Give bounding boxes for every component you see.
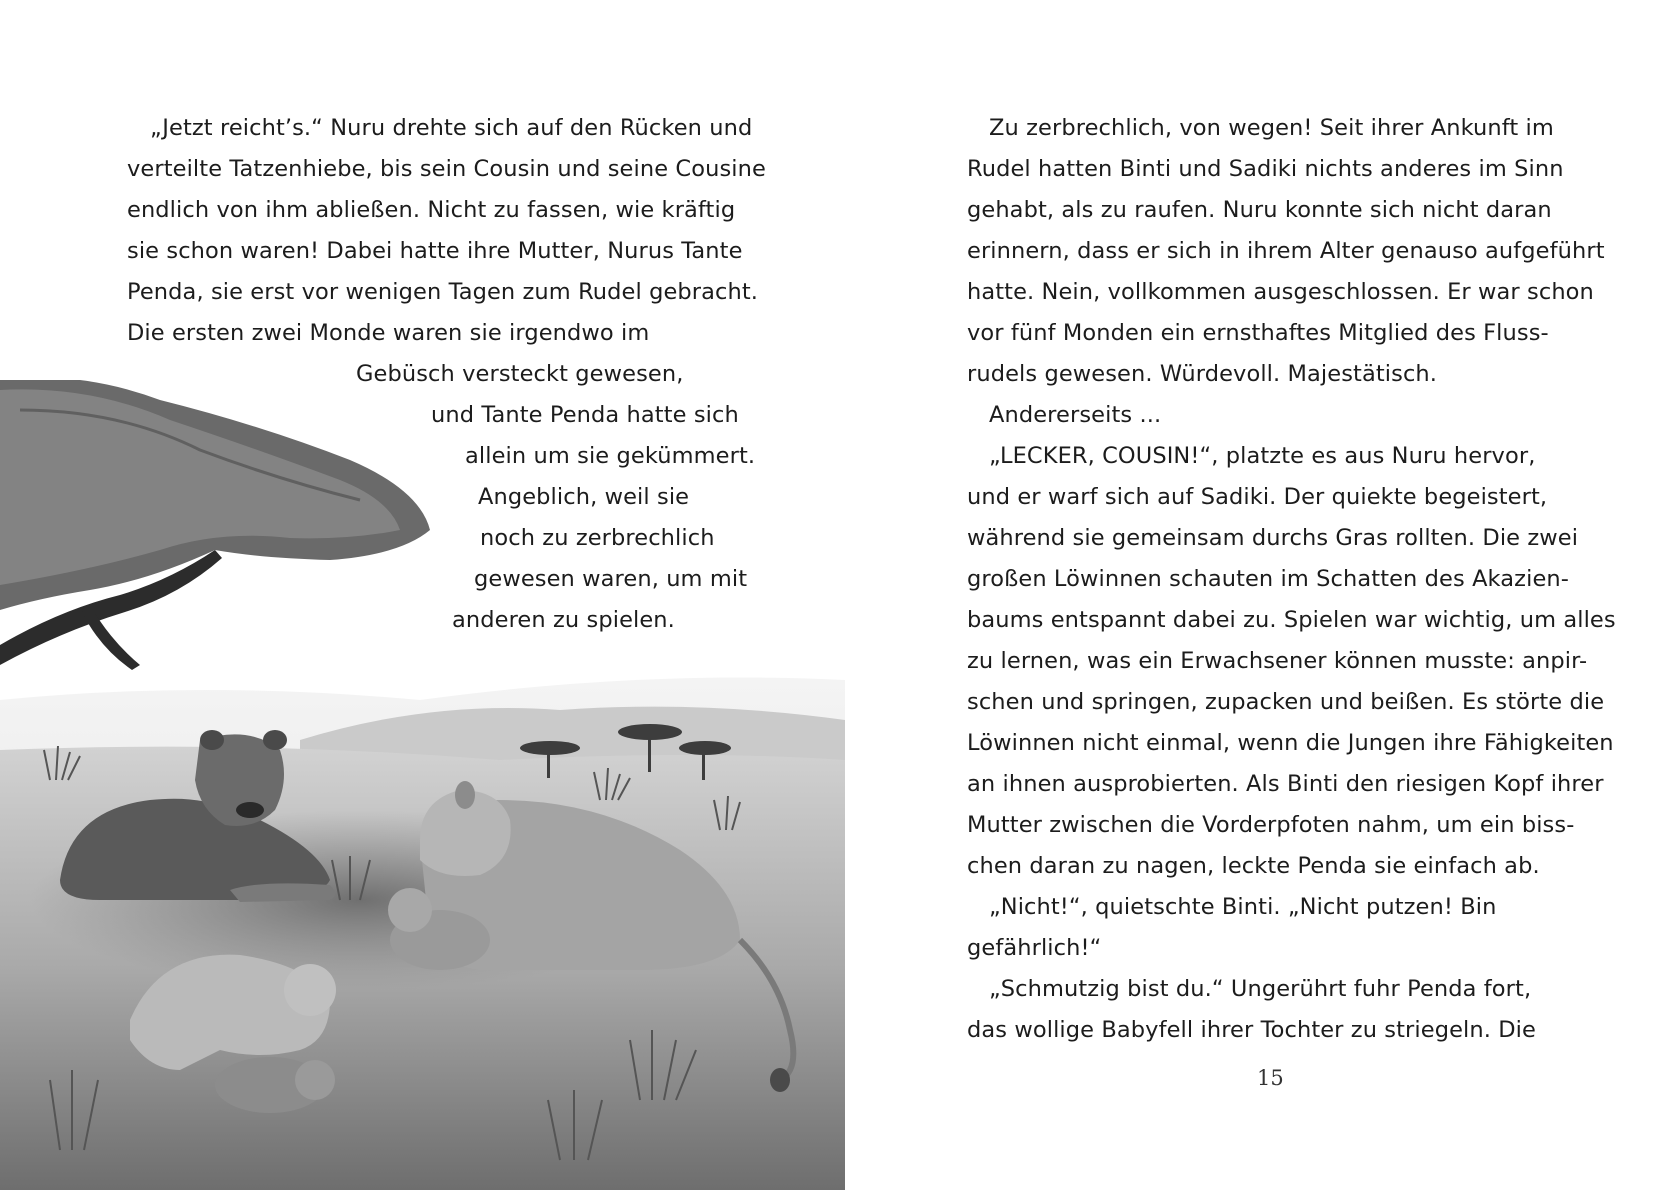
right-text-line: Rudel hatten Binti und Sadiki nichts anderes im Sinn [967,156,1564,182]
right-text-line: Löwinnen nicht einmal, wenn die Jungen ihre Fähigkeiten [967,730,1614,756]
left-text-line: Penda, sie erst vor wenigen Tagen zum Rudel gebracht. [127,279,759,305]
right-text-line: hatte. Nein, vollkommen ausgeschlossen. Er war schon [967,279,1594,305]
right-text-line: und er warf sich auf Sadiki. Der quiekte begeistert, [967,484,1548,510]
left-text-line: gewesen waren, um mit [474,566,748,592]
right-text-line: das wollige Babyfell ihrer Tochter zu striegeln. Die [967,1017,1536,1043]
left-text-line: endlich von ihm abließen. Nicht zu fassen, wie kräftig [127,197,736,223]
right-text-line: schen und springen, zupacken und beißen. Es störte die [967,689,1605,715]
right-text-line: während sie gemeinsam durchs Gras rollten. Die zwei [967,525,1579,551]
left-text-line: sie schon waren! Dabei hatte ihre Mutter, Nurus Tante [127,238,743,264]
left-text-line: allein um sie gekümmert. [465,443,756,469]
lion-illustration [0,380,845,1190]
left-text-line: noch zu zerbrechlich [480,525,715,551]
right-text-line: Mutter zwischen die Vorderpfoten nahm, um ein biss- [967,812,1575,838]
right-text-line: rudels gewesen. Würdevoll. Majestätisch. [967,361,1438,387]
right-text-line: Zu zerbrechlich, von wegen! Seit ihrer Ankunft im [989,115,1554,141]
left-text-line: und Tante Penda hatte sich [431,402,739,428]
right-text-line: an ihnen ausprobierten. Als Binti den riesigen Kopf ihrer [967,771,1604,797]
right-text-line: „Schmutzig bist du.“ Ungerührt fuhr Penda fort, [989,976,1532,1002]
left-text-line: anderen zu spielen. [452,607,675,633]
right-text-line: zu lernen, was ein Erwachsener können musste: anpir- [967,648,1588,674]
right-text-line: Andererseits ... [989,402,1162,428]
right-text-line: chen daran zu nagen, leckte Penda sie einfach ab. [967,853,1540,879]
left-text-line: verteilte Tatzenhiebe, bis sein Cousin und seine Cousine [127,156,766,182]
right-text-line: gefährlich!“ [967,935,1102,961]
page-number: 15 [1257,1066,1284,1090]
left-text-line: Gebüsch versteckt gewesen, [356,361,684,387]
left-text-line: „Jetzt reicht’s.“ Nuru drehte sich auf den Rücken und [150,115,753,141]
right-text-line: erinnern, dass er sich in ihrem Alter genauso aufgeführt [967,238,1605,264]
right-text-line: baums entspannt dabei zu. Spielen war wichtig, um alles [967,607,1616,633]
right-text-line: „LECKER, COUSIN!“, platzte es aus Nuru hervor, [989,443,1536,469]
left-text-line: Die ersten zwei Monde waren sie irgendwo im [127,320,650,346]
right-text-line: großen Löwinnen schauten im Schatten des Akazien- [967,566,1569,592]
right-text-line: „Nicht!“, quietschte Binti. „Nicht putzen! Bin [989,894,1497,920]
right-text-line: vor fünf Monden ein ernsthaftes Mitglied des Fluss- [967,320,1549,346]
right-page [845,0,1678,1190]
right-text-line: gehabt, als zu raufen. Nuru konnte sich nicht daran [967,197,1552,223]
left-text-line: Angeblich, weil sie [478,484,690,510]
acacia-tree [0,380,430,670]
